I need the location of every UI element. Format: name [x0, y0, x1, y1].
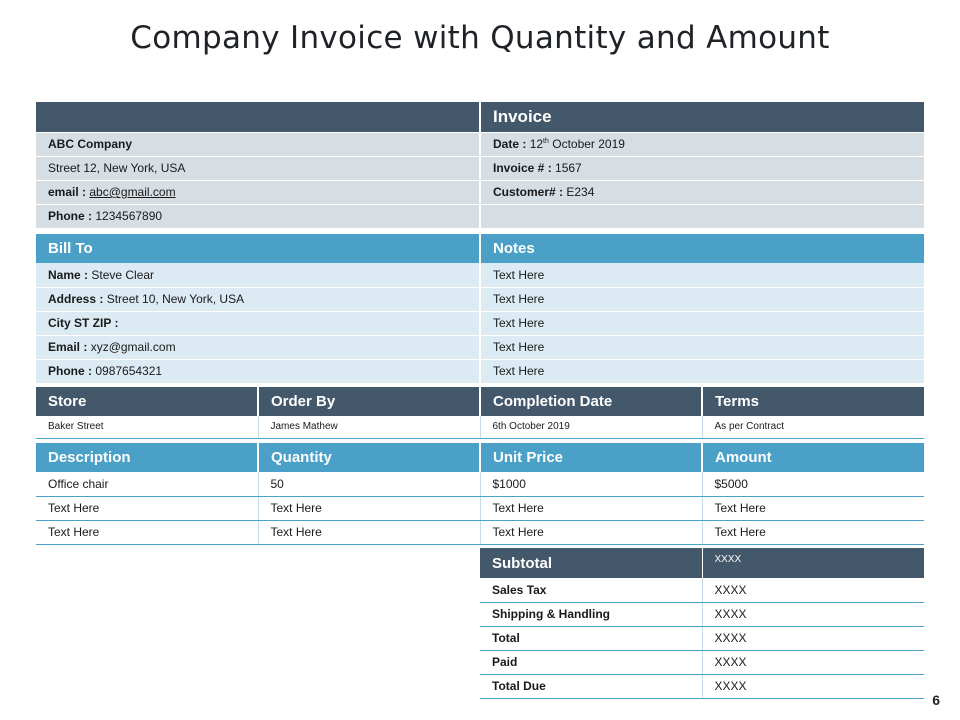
amount-header: Amount	[702, 443, 924, 472]
note-text: Text Here	[480, 311, 924, 335]
company-row	[36, 180, 924, 204]
item-unit-price: Text Here	[480, 496, 702, 520]
bill-to-row	[36, 311, 924, 335]
order-header-row	[36, 387, 924, 416]
summary-label: Total Due	[480, 674, 702, 698]
summary-row	[480, 602, 924, 626]
summary-label: Paid	[480, 650, 702, 674]
note-text: Text Here	[480, 359, 924, 383]
table-row	[36, 520, 924, 544]
invoice-number: Invoice # : 1567	[480, 156, 924, 180]
store-header: Store	[36, 387, 258, 416]
subtotal-row	[480, 548, 924, 578]
summary-label: Sales Tax	[480, 578, 702, 602]
summary-label: Total	[480, 626, 702, 650]
company-row	[36, 156, 924, 180]
bill-to-table	[36, 234, 924, 384]
note-text: Text Here	[480, 263, 924, 287]
unit-price-header: Unit Price	[480, 443, 702, 472]
item-unit-price: $1000	[480, 472, 702, 496]
summary-value: XXXX	[702, 626, 924, 650]
item-quantity: 50	[258, 472, 480, 496]
item-description: Office chair	[36, 472, 258, 496]
notes-header: Notes	[480, 234, 924, 263]
quantity-header: Quantity	[258, 443, 480, 472]
item-amount: $5000	[702, 472, 924, 496]
table-row	[36, 472, 924, 496]
bill-to-field: City ST ZIP :	[36, 311, 480, 335]
summary-row	[480, 674, 924, 698]
items-table	[36, 443, 924, 545]
summary-table	[480, 548, 924, 699]
bill-to-field: Email : xyz@gmail.com	[36, 335, 480, 359]
item-quantity: Text Here	[258, 520, 480, 544]
company-row	[36, 204, 924, 228]
item-amount: Text Here	[702, 520, 924, 544]
bill-to-row	[36, 359, 924, 383]
company-row	[36, 132, 924, 156]
company-invoice-table	[36, 102, 924, 229]
invoice-header: Invoice	[480, 102, 924, 132]
company-email: email : abc@gmail.com	[36, 180, 480, 204]
item-amount: Text Here	[702, 496, 924, 520]
page-title: Company Invoice with Quantity and Amount	[130, 20, 830, 56]
empty-cell	[480, 204, 924, 228]
summary-value: XXXX	[702, 650, 924, 674]
subtotal-label: Subtotal	[480, 548, 702, 578]
summary-row	[480, 578, 924, 602]
item-description: Text Here	[36, 520, 258, 544]
invoice-header-empty-cell	[36, 102, 480, 132]
bill-to-row	[36, 287, 924, 311]
customer-number: Customer# : E234	[480, 180, 924, 204]
bill-to-header-row	[36, 234, 924, 263]
order-by-value: James Mathew	[258, 416, 480, 438]
order-row	[36, 416, 924, 438]
description-header: Description	[36, 443, 258, 472]
bill-to-field: Address : Street 10, New York, USA	[36, 287, 480, 311]
terms-value: As per Contract	[702, 416, 924, 438]
item-quantity: Text Here	[258, 496, 480, 520]
invoice-header-row	[36, 102, 924, 132]
page-number: 6	[932, 692, 940, 708]
summary-value: XXXX	[702, 674, 924, 698]
bill-to-row	[36, 263, 924, 287]
terms-header: Terms	[702, 387, 924, 416]
completion-date-value: 6th October 2019	[480, 416, 702, 438]
subtotal-value: XXXX	[702, 548, 924, 578]
table-row	[36, 496, 924, 520]
store-value: Baker Street	[36, 416, 258, 438]
summary-value: XXXX	[702, 602, 924, 626]
company-street: Street 12, New York, USA	[36, 156, 480, 180]
summary-row	[480, 626, 924, 650]
bill-to-row	[36, 335, 924, 359]
item-unit-price: Text Here	[480, 520, 702, 544]
invoice-date: Date : 12th October 2019	[480, 132, 924, 156]
completion-date-header: Completion Date	[480, 387, 702, 416]
company-email-link[interactable]: abc@gmail.com	[89, 185, 176, 199]
summary-label: Shipping & Handling	[480, 602, 702, 626]
bill-to-field: Phone : 0987654321	[36, 359, 480, 383]
bill-to-field: Name : Steve Clear	[36, 263, 480, 287]
note-text: Text Here	[480, 287, 924, 311]
summary-value: XXXX	[702, 578, 924, 602]
items-header-row	[36, 443, 924, 472]
company-name: ABC Company	[36, 132, 480, 156]
company-phone: Phone : 1234567890	[36, 204, 480, 228]
bill-to-header: Bill To	[36, 234, 480, 263]
note-text: Text Here	[480, 335, 924, 359]
item-description: Text Here	[36, 496, 258, 520]
summary-row	[480, 650, 924, 674]
order-by-header: Order By	[258, 387, 480, 416]
order-table	[36, 387, 924, 439]
